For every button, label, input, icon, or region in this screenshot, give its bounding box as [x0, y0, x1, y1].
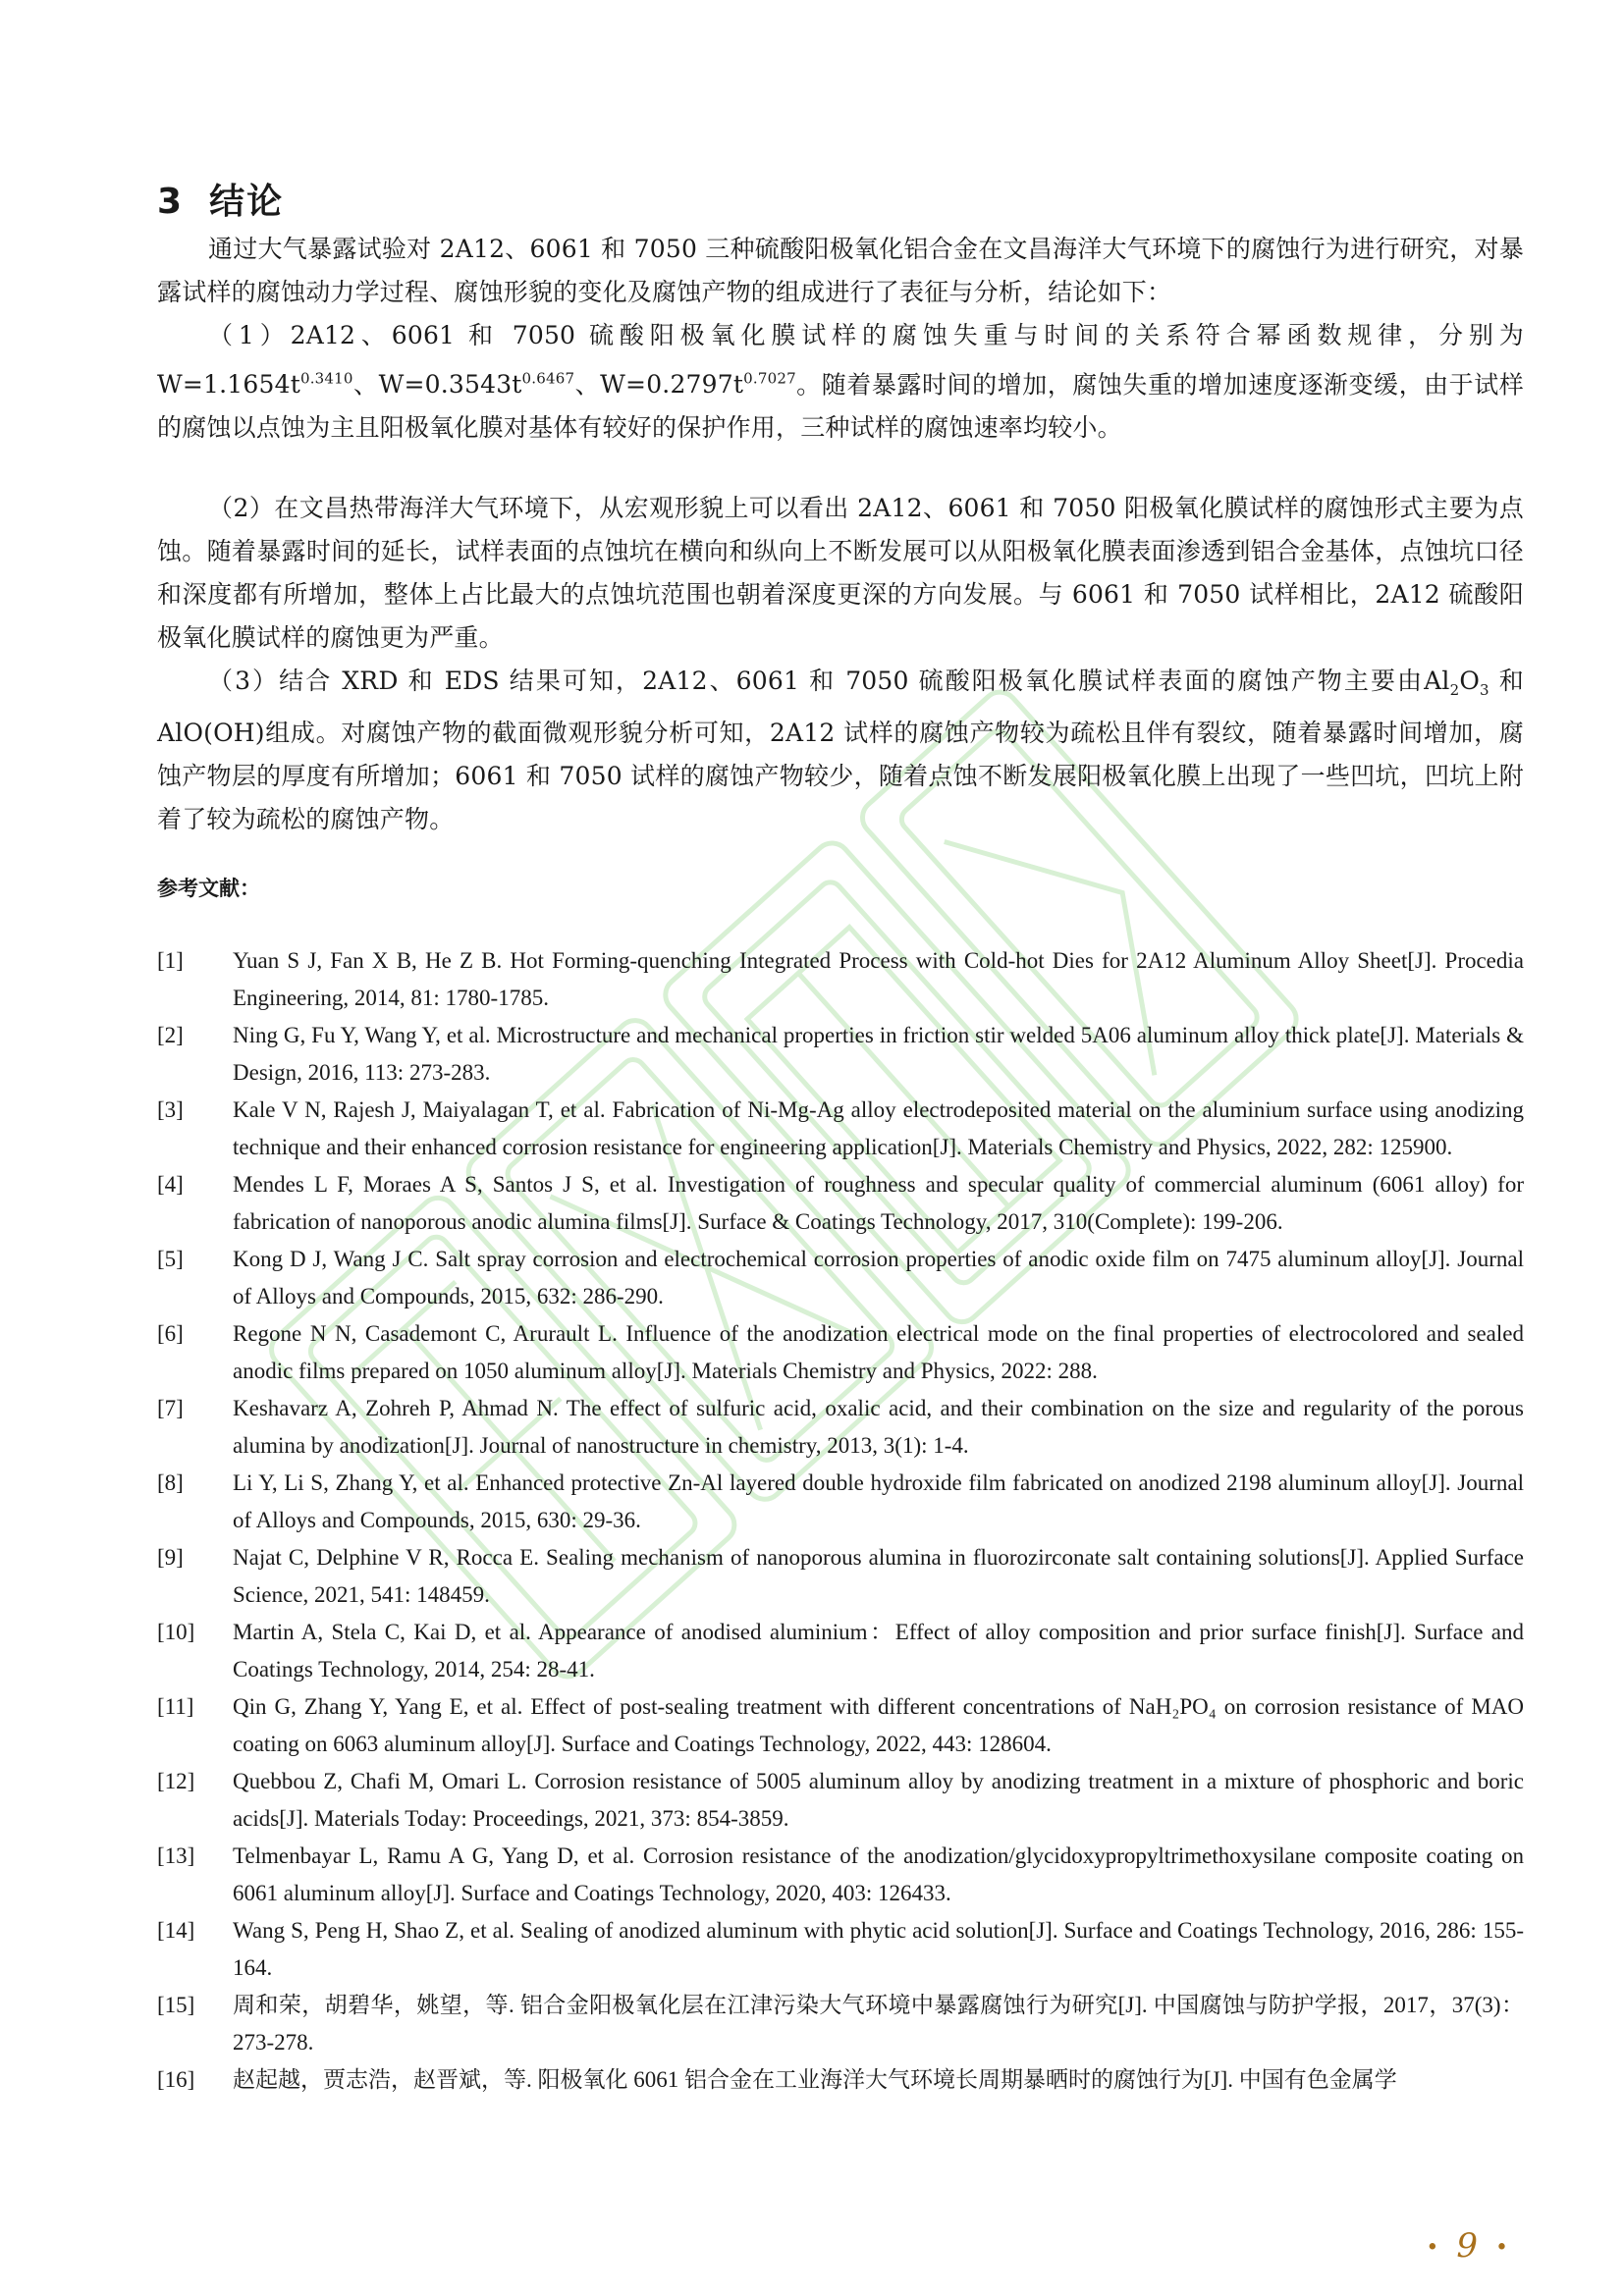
- reference-text: 赵起越，贾志浩，赵晋斌，等. 阳极氧化 6061 铝合金在工业海洋大气环境长周期暴晒时的腐蚀行为[J]. 中国有色金属学: [233, 2067, 1397, 2092]
- reference-text: Quebbou Z, Chafi M, Omari L. Corrosion resistance of 5005 aluminum alloy by anodizing treatment in a mixture of phosphoric and boric acids[J]. Materials Today: Proceedings, 2021, 373: 854-3859.: [233, 1769, 1524, 1831]
- reference-item: [157, 1912, 1524, 1987]
- reference-item: [157, 1465, 1524, 1539]
- reference-item: [157, 1987, 1524, 2061]
- reference-text: Martin A, Stela C, Kai D, et al. Appearance of anodised aluminium：Effect of alloy composition and prior surface finish[J]. Surface and Coatings Technology, 2014, 254: 28-41.: [233, 1620, 1524, 1682]
- reference-number: [16]: [157, 2067, 195, 2092]
- reference-number: [10]: [157, 1620, 195, 1644]
- reference-item: [157, 1763, 1524, 1838]
- reference-text: Qin G, Zhang Y, Yang E, et al. Effect of post-sealing treatment with different concentrations of NaH₂PO₄ on corrosion resistance of MAO coating on 6063 aluminum alloy[J]. Surface and Coatings Technology, 2022, 443: 128604.: [233, 1694, 1524, 1756]
- paragraph-conclusion-1: （1）2A12、6061 和 7050 硫酸阳极氧化膜试样的腐蚀失重与时间的关系符合幂函数规律，分别为 $W=1.1654t^{0.3410}$、$W=0.3543t^{0.6467}$、$W=0.2797t^{0.7027}$。随着暴露时间的增加，腐蚀失重的增加速度逐渐变缓，由于试样的腐蚀以点蚀为主且阳极氧化膜对基体有较好的保护作用，三种试样的腐蚀速率均较小。: [157, 321, 1524, 443]
- formula-w3: $W=0.2797t^{0.7027}$: [600, 370, 796, 400]
- reference-text: 周和荣，胡碧华，姚望，等. 铝合金阳极氧化层在江津污染大气环境中暴露腐蚀行为研究[J]. 中国腐蚀与防护学报，2017，37(3)：273-278.: [233, 1993, 1524, 2055]
- reference-text: Telmenbayar L, Ramu A G, Yang D, et al. Corrosion resistance of the anodization/glycidoxypropyltrimethoxysilane composite coating on 6061 aluminum alloy[J]. Surface and Coatings Technology, 2020, 403: 126433.: [233, 1843, 1524, 1905]
- section-title: [157, 179, 284, 226]
- reference-item: [157, 1838, 1524, 1912]
- reference-text: Regone N N, Casademont C, Arurault L. Influence of the anodization electrical mode on the final properties of electrocolored and sealed anodic films prepared on 1050 aluminum alloy[J]. Materials Chemistry and Physics, 2022: 288.: [233, 1321, 1524, 1383]
- reference-number: [11]: [157, 1694, 194, 1719]
- reference-number: [7]: [157, 1396, 184, 1420]
- reference-text: Keshavarz A, Zohreh P, Ahmad N. The effect of sulfuric acid, oxalic acid, and their combination on the size and regularity of the porous alumina by anodization[J]. Journal of nanostructure in chemistry, 2013, 3(1): 1-4.: [233, 1396, 1524, 1458]
- reference-number: [6]: [157, 1321, 184, 1346]
- page-number-dot-right: •: [1495, 2235, 1526, 2261]
- reference-text: Najat C, Delphine V R, Rocca E. Sealing mechanism of nanoporous alumina in fluorozirconate salt containing solutions[J]. Applied Surface Science, 2021, 541: 148459.: [233, 1545, 1524, 1607]
- reference-number: [4]: [157, 1172, 184, 1197]
- page-number-dot-left: •: [1426, 2235, 1457, 2261]
- reference-number: [15]: [157, 1993, 195, 2017]
- reference-text: Kale V N, Rajesh J, Maiyalagan T, et al. Fabrication of Ni-Mg-Ag alloy electrodeposited material on the aluminium surface using anodizing technique and their enhanced corrosion resistance for engineering application[J]. Materials Chemistry and Physics, 2022, 282: 125900.: [233, 1097, 1524, 1159]
- reference-item: [157, 1017, 1524, 1092]
- reference-item: [157, 1539, 1524, 1614]
- reference-item: [157, 1315, 1524, 1390]
- references-list: [157, 942, 1524, 2099]
- paragraph-conclusion-2: （2）在文昌热带海洋大气环境下，从宏观形貌上可以看出 2A12、6061 和 7050 阳极氧化膜试样的腐蚀形式主要为点蚀。随着暴露时间的延长，试样表面的点蚀坑在横向和纵向上不断发展可以从阳极氧化膜表面渗透到铝合金基体，点蚀坑口径和深度都有所增加，整体上占比最大的点蚀坑范围也朝着深度更深的方向发展。与 6061 和 7050 试样相比，2A12 硫酸阳极氧化膜试样的腐蚀更为严重。: [157, 494, 1524, 652]
- reference-number: [2]: [157, 1023, 184, 1047]
- formula-rest: 。随着暴露时间的增加，腐蚀失重的增加速度逐渐变缓，由于试样的腐蚀以点蚀为主且阳极氧化膜对基体有较好的保护作用，三种试样的腐蚀速率均较小。: [157, 370, 1524, 443]
- reference-number: [3]: [157, 1097, 184, 1122]
- reference-item: [157, 1390, 1524, 1465]
- formula-intro: （1）2A12、6061 和 7050 硫酸阳极氧化膜试样的腐蚀失重与时间的关系符合幂函数规律，分别为: [208, 321, 1524, 349]
- reference-text: Ning G, Fu Y, Wang Y, et al. Microstructure and mechanical properties in friction stir welded 5A06 aluminum alloy thick plate[J]. Materials & Design, 2016, 113: 273-283.: [233, 1023, 1524, 1085]
- page-number: •9•: [1426, 2226, 1526, 2266]
- reference-item: [157, 1614, 1524, 1688]
- reference-item: [157, 1688, 1524, 1763]
- reference-text: Li Y, Li S, Zhang Y, et al. Enhanced protective Zn-Al layered double hydroxide film fabricated on anodized 2198 aluminum alloy[J]. Journal of Alloys and Compounds, 2015, 630: 29-36.: [233, 1470, 1524, 1532]
- reference-item: [157, 2061, 1524, 2099]
- formula-w1: $W=1.1654t^{0.3410}$: [157, 370, 353, 400]
- reference-number: [9]: [157, 1545, 184, 1570]
- formula-w2: $W=0.3543t^{0.6467}$: [378, 370, 575, 400]
- reference-number: [13]: [157, 1843, 195, 1868]
- reference-number: [8]: [157, 1470, 184, 1495]
- reference-item: [157, 1241, 1524, 1315]
- reference-number: [1]: [157, 948, 184, 973]
- reference-text: Yuan S J, Fan X B, He Z B. Hot Forming-quenching Integrated Process with Cold-hot Dies for 2A12 Aluminum Alloy Sheet[J]. Procedia Engineering, 2014, 81: 1780-1785.: [233, 948, 1524, 1010]
- reference-number: [14]: [157, 1918, 195, 1943]
- section-title-text: 结论: [209, 182, 285, 222]
- chem-al2o3: $Al_2O_3$: [1424, 667, 1489, 699]
- reference-item: [157, 942, 1524, 1017]
- reference-text: Kong D J, Wang J C. Salt spray corrosion and electrochemical corrosion properties of anodic oxide film on 7475 aluminum alloy[J]. Journal of Alloys and Compounds, 2015, 632: 286-290.: [233, 1247, 1524, 1308]
- reference-item: [157, 1092, 1524, 1166]
- paragraph-conclusion-3: （3）结合 XRD 和 EDS 结果可知，2A12、6061 和 7050 硫酸阳极氧化膜试样表面的腐蚀产物主要由$Al_2O_3$ 和 AlO(OH)组成。对腐蚀产物的截面微观形貌分析可知，2A12 试样的腐蚀产物较为疏松且伴有裂纹，随着暴露时间增加，腐蚀产物层的厚度有所增加；6061 和 7050 试样的腐蚀产物较少，随着点蚀不断发展阳极氧化膜上出现了一些凹坑，凹坑上附着了较为疏松的腐蚀产物。: [157, 667, 1524, 833]
- reference-number: [5]: [157, 1247, 184, 1271]
- reference-number: [12]: [157, 1769, 195, 1793]
- section-number: 3: [157, 182, 185, 222]
- paragraph-intro: 通过大气暴露试验对 2A12、6061 和 7050 三种硫酸阳极氧化铝合金在文昌海洋大气环境下的腐蚀行为进行研究，对暴露试样的腐蚀动力学过程、腐蚀形貌的变化及腐蚀产物的组成进行了表征与分析，结论如下：: [157, 235, 1524, 306]
- references-title: 参考文献：: [157, 877, 260, 900]
- reference-text: Mendes L F, Moraes A S, Santos J S, et al. Investigation of roughness and specular quality of commercial aluminum (6061 alloy) for fabrication of nanoporous anodic alumina films[J]. Surface & Coatings Technology, 2017, 310(Complete): 199-206.: [233, 1172, 1524, 1234]
- reference-item: [157, 1166, 1524, 1241]
- reference-text: Wang S, Peng H, Shao Z, et al. Sealing of anodized aluminum with phytic acid solution[J]. Surface and Coatings Technology, 2016, 286: 155-164.: [233, 1918, 1524, 1980]
